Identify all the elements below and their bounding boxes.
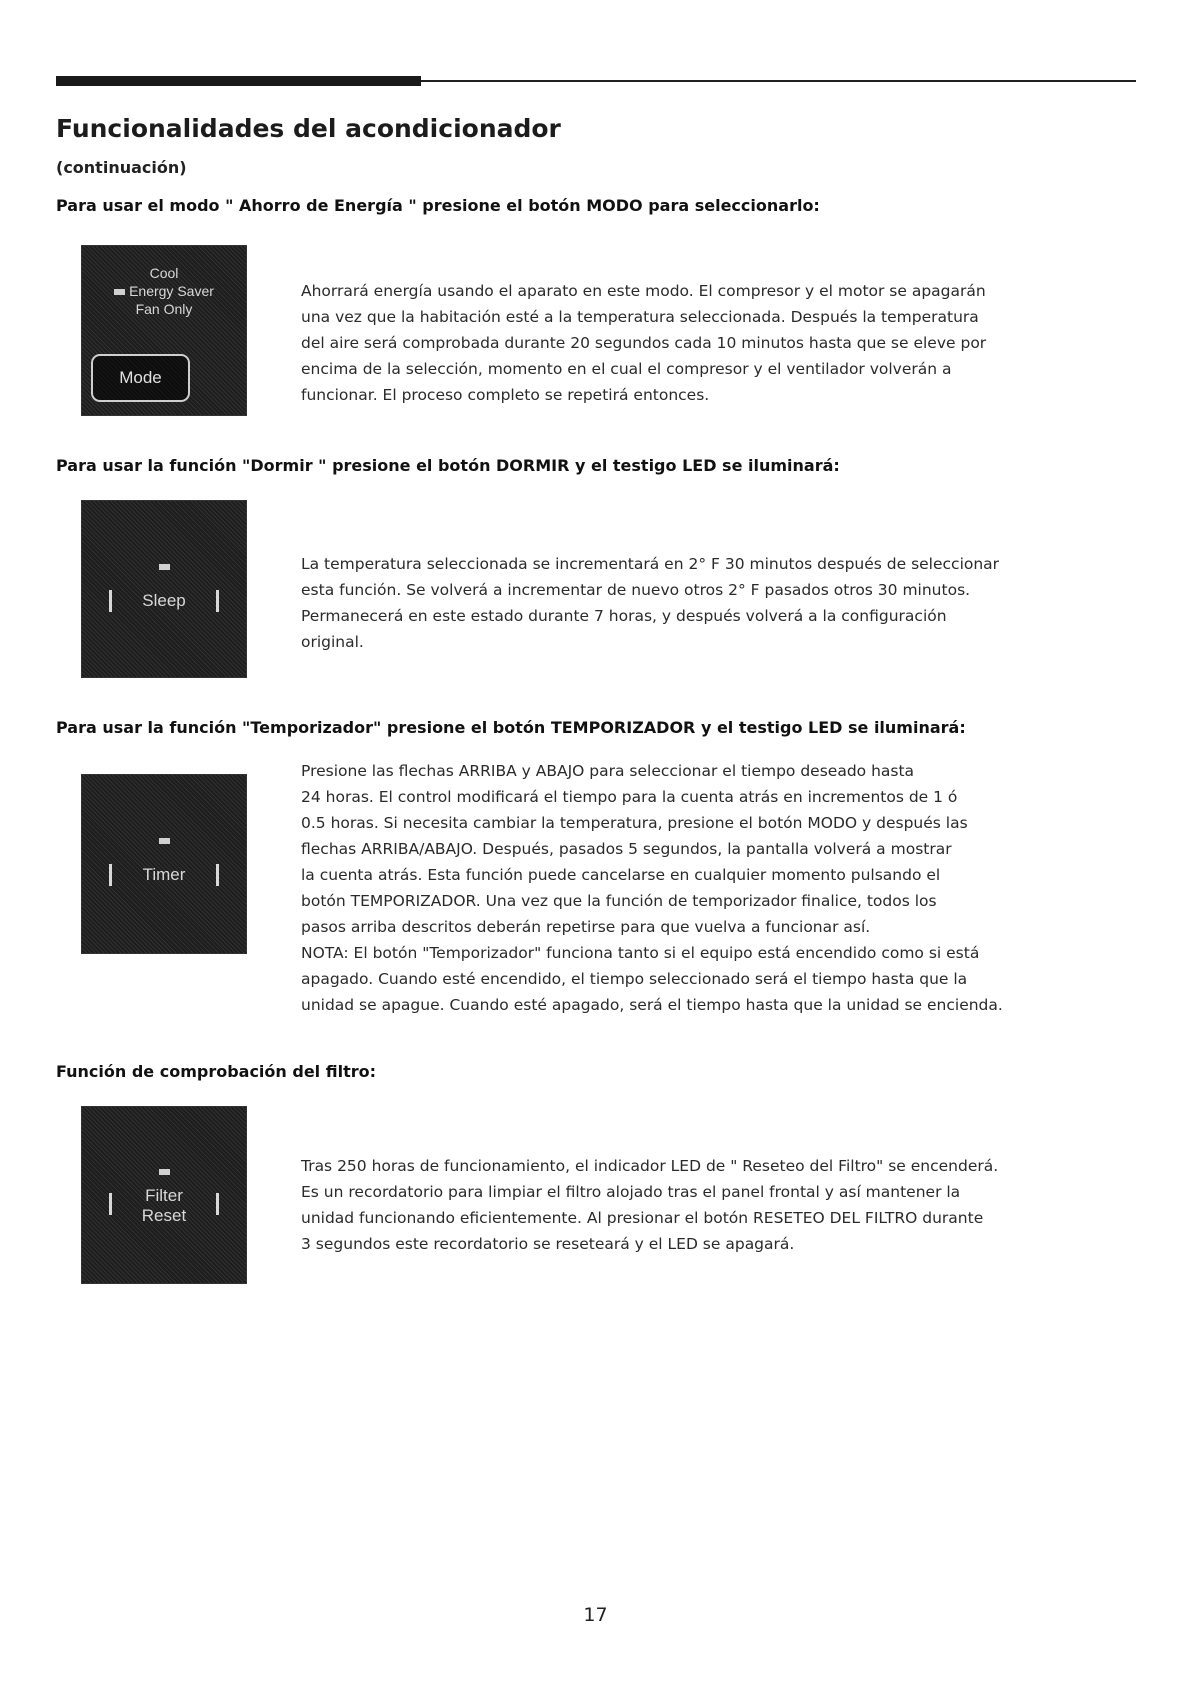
section-heading-energy-saver: Para usar el modo " Ahorro de Energía " presione el botón MODO para seleccionarlo: <box>56 196 820 215</box>
mode-panel-image <box>81 245 247 416</box>
sleep-label: Sleep <box>142 591 186 610</box>
timer-bar-right <box>216 864 219 886</box>
header-bar <box>56 76 421 86</box>
page-subtitle: (continuación) <box>56 158 187 177</box>
energy-saver-led-icon <box>114 289 125 295</box>
section-text-filter: Tras 250 horas de funcionamiento, el indicador LED de " Reseteo del Filtro" se encenderá. Es un recordatorio para limpiar el filtro alojado tras el panel frontal y así mantener la unidad funcionando eficientemente. Al presionar el botón RESETEO DEL FILTRO durante 3 segundos este recordatorio se reseteará y el LED se apagará. <box>301 1157 999 1253</box>
filter-label: Filter <box>145 1186 183 1205</box>
mode-label-energy-saver: Energy Saver <box>82 283 246 300</box>
sleep-bar-right <box>216 590 219 612</box>
section-text-energy-saver: Ahorrará energía usando el aparato en este modo. El compresor y el motor se apagarán una vez que la habitación esté a la temperatura seleccionada. Después la temperatura del aire será comprobada durante 20 segundos cada 10 minutos hasta que se eleve por encima de la selección, momento en el cual el compresor y el ventilador volverán a funcionar. El proceso completo se repetirá entonces. <box>301 282 987 404</box>
mode-button: Mode <box>91 354 190 402</box>
page-number: 17 <box>583 1604 608 1626</box>
section-heading-timer: Para usar la función "Temporizador" presione el botón TEMPORIZADOR y el testigo LED se iluminará: <box>56 718 966 737</box>
filter-bar-right <box>216 1193 219 1215</box>
timer-label: Timer <box>142 865 186 884</box>
section-heading-sleep: Para usar la función "Dormir " presione el botón DORMIR y el testigo LED se iluminará: <box>56 456 840 475</box>
timer-panel-image <box>81 774 247 954</box>
sleep-led-icon <box>159 564 170 570</box>
mode-label-cool: Cool <box>149 265 179 281</box>
filter-panel-image <box>81 1106 247 1284</box>
page-title: Funcionalidades del acondicionador <box>56 114 561 143</box>
filter-led-icon <box>159 1169 170 1175</box>
reset-label: Reset <box>141 1206 187 1225</box>
mode-label-fan-only: Fan Only <box>135 301 193 317</box>
section-text-sleep: La temperatura seleccionada se incrementará en 2° F 30 minutos después de seleccionar esta función. Se volverá a incrementar de nuevo otros 2° F pasados otros 30 minutos. Permanecerá en este estado durante 7 horas, y después volverá a la configuración original. <box>301 555 1000 651</box>
section-heading-filter: Función de comprobación del filtro: <box>56 1062 376 1081</box>
timer-led-icon <box>159 838 170 844</box>
section-text-timer: Presione las flechas ARRIBA y ABAJO para seleccionar el tiempo deseado hasta 24 horas. El control modificará el tiempo para la cuenta atrás en incrementos de 1 ó 0.5 horas. Si necesita cambiar la temperatura, presione el botón MODO y después las flechas ARRIBA/ABAJO. Después, pasados 5 segundos, la pantalla volverá a mostrar la cuenta atrás. Esta función puede cancelarse en cualquier momento pulsando el botón TEMPORIZADOR. Una vez que la función de temporizador finalice, todos los pasos arriba descritos deberán repetirse para que vuelva a funcionar así. NOTA: El botón "Temporizador" funciona tanto si el equipo está encendido como si está apagado. Cuando esté encendido, el tiempo seleccionado será el tiempo hasta que la unidad se apague. Cuando esté apagado, será el tiempo hasta que la unidad se encienda. <box>301 762 1003 1014</box>
sleep-panel-image <box>81 500 247 678</box>
